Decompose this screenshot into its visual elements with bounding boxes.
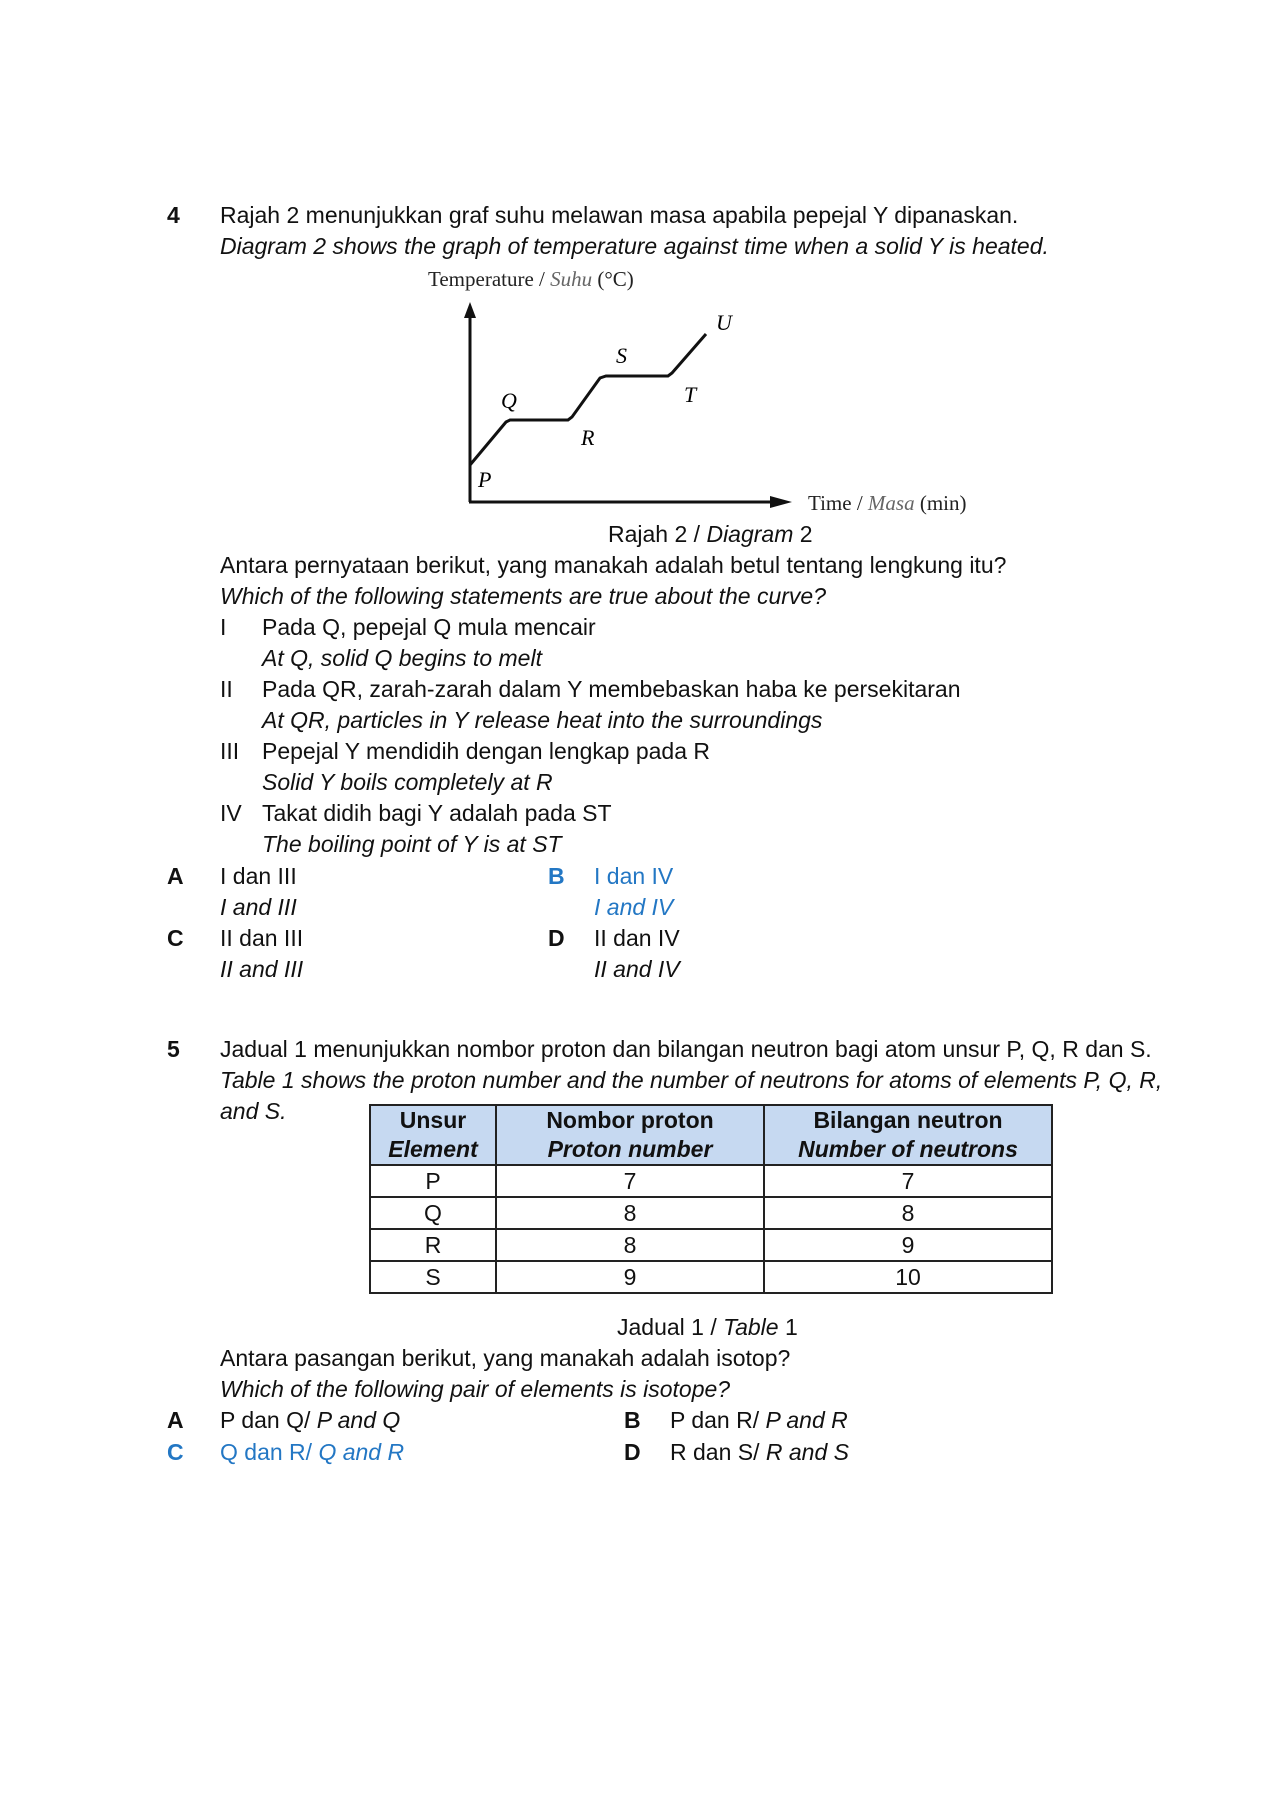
table-cell: S [370,1261,496,1293]
y-axis-label [428,267,634,291]
statement-numeral: IV [220,800,242,826]
table-cell: 8 [496,1229,764,1261]
statement-en: Solid Y boils completely at R [262,769,553,795]
table-cell: 9 [764,1229,1052,1261]
option-c-letter[interactable]: C [167,925,184,951]
question-5-stem-en-cont: and S. [220,1098,287,1124]
statement-numeral: II [220,676,233,702]
table-row [370,1165,1052,1197]
statement-en: At QR, particles in Y release heat into the surroundings [262,707,823,733]
table-header-neutron: Bilangan neutron Number of neutrons [764,1105,1052,1165]
statement-numeral: III [220,738,240,764]
question-4-question-en: Which of the following statements are true about the curve? [220,583,826,609]
table-cell: 9 [496,1261,764,1293]
option-a-letter[interactable]: A [167,863,184,889]
table-cell: 7 [764,1165,1052,1197]
point-label-p: P [478,467,492,492]
table-cell: R [370,1229,496,1261]
option-b-letter[interactable]: B [624,1407,641,1433]
statement-en: The boiling point of Y is at ST [262,831,562,857]
temperature-time-graph [400,262,1020,522]
statement-ms: Pepejal Y mendidih dengan lengkap pada R [262,738,711,764]
statement-numeral: I [220,614,227,640]
option-d-letter[interactable]: D [548,925,565,951]
option-d-en[interactable]: II and IV [594,956,680,982]
question-5-stem-ms: Jadual 1 menunjukkan nombor proton dan bilangan neutron bagi atom unsur P, Q, R dan S. [220,1036,1152,1062]
table-cell: 8 [764,1197,1052,1229]
x-axis-label [808,491,967,515]
table-row [370,1229,1052,1261]
statement-ms: Pada Q, pepejal Q mula mencair [262,614,596,640]
table-header-proton: Nombor proton Proton number [496,1105,764,1165]
point-label-q: Q [501,388,517,413]
point-label-t: T [684,382,697,407]
option-a-ms[interactable]: I dan III [220,863,297,889]
question-5-question-en: Which of the following pair of elements is isotope? [220,1376,731,1402]
svg-text:Time / Masa (min): Time / Masa (min) [808,491,967,515]
option-a-letter[interactable]: A [167,1407,184,1433]
question-4-question-ms: Antara pernyataan berikut, yang manakah adalah betul tentang lengkung itu? [220,552,1007,578]
point-label-r: R [581,425,595,450]
table-row [370,1261,1052,1293]
statement-en: At Q, solid Q begins to melt [262,645,542,671]
diagram-2-caption: Rajah 2 / Diagram 2 [608,521,813,547]
option-c-en[interactable]: II and III [220,956,304,982]
option-b-letter[interactable]: B [548,863,565,889]
statement-ms: Takat didih bagi Y adalah pada ST [262,800,612,826]
table-cell: Q [370,1197,496,1229]
option-d-letter[interactable]: D [624,1439,641,1465]
option-b-text[interactable]: P dan R/ P and R [670,1407,848,1433]
question-5-stem-en: Table 1 shows the proton number and the number of neutrons for atoms of elements P, Q, R, [220,1067,1163,1093]
table-header-element: Unsur Element [370,1105,496,1165]
option-c-ms[interactable]: II dan III [220,925,304,951]
option-a-text[interactable]: P dan Q/ P and Q [220,1407,401,1433]
y-axis-arrow [464,302,476,318]
option-b-en[interactable]: I and IV [594,894,674,920]
option-d-ms[interactable]: II dan IV [594,925,680,951]
point-label-s: S [616,343,627,368]
table-1-caption: Jadual 1 / Table 1 [617,1314,798,1340]
x-axis-arrow [770,496,792,508]
table-cell: P [370,1165,496,1197]
table-cell: 7 [496,1165,764,1197]
question-4-stem-en: Diagram 2 shows the graph of temperature against time when a solid Y is heated. [220,233,1049,259]
option-c-letter[interactable]: C [167,1439,184,1465]
statement-ms: Pada QR, zarah-zarah dalam Y membebaskan haba ke persekitaran [262,676,961,702]
option-c-text[interactable]: Q dan R/ Q and R [220,1439,405,1465]
table-row [370,1197,1052,1229]
table-cell: 10 [764,1261,1052,1293]
svg-text:Temperature / Suhu (°C): Temperature / Suhu (°C) [428,267,634,291]
option-d-text[interactable]: R dan S/ R and S [670,1439,849,1465]
point-label-u: U [716,310,732,335]
option-a-en[interactable]: I and III [220,894,297,920]
question-5-question-ms: Antara pasangan berikut, yang manakah adalah isotop? [220,1345,791,1371]
question-4-stem-ms: Rajah 2 menunjukkan graf suhu melawan masa apabila pepejal Y dipanaskan. [220,202,1019,228]
question-5-number: 5 [167,1036,180,1062]
table-cell: 8 [496,1197,764,1229]
element-table [369,1104,1053,1294]
option-b-ms[interactable]: I dan IV [594,863,674,889]
question-4-number: 4 [167,202,180,228]
